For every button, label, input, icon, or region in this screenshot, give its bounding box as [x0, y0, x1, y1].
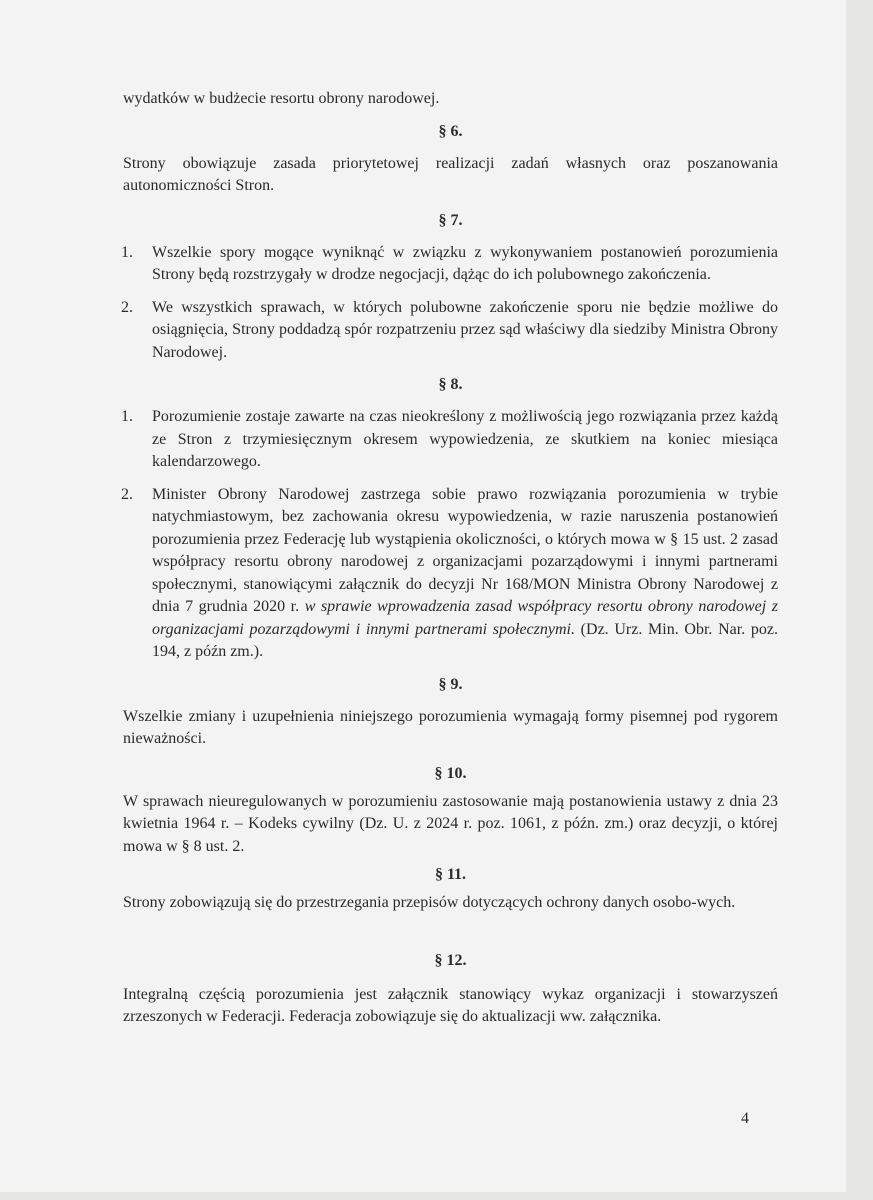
section-10-heading: § 10.: [434, 764, 467, 782]
section-8-heading: § 8.: [438, 376, 463, 393]
section-9-heading: § 9.: [438, 675, 463, 693]
list-item-number: 2.: [121, 298, 133, 316]
list-item: [123, 484, 778, 664]
page-number: 4: [741, 1110, 749, 1127]
section-9-text: Wszelkie zmiany i uzupełnienia niniejszego porozumienia wymagają formy pisemnej pod rygorem nieważności.: [123, 707, 778, 747]
section-10-text: W sprawach nieuregulowanych w porozumieniu zastosowanie mają postanowienia ustawy z dnia 23 kwietnia 1964 r. – Kodeks cywilny (Dz. U. z 2024 r. poz. 1061, z późn. zm.) oraz decyzji, o której mowa w § 8 ust. 2.: [123, 792, 778, 855]
list-item: [123, 297, 778, 365]
list-item: [123, 242, 778, 287]
section-12-heading: § 12.: [434, 951, 467, 969]
section-11-text: Strony zobowiązują się do przestrzegania przepisów dotyczących ochrony danych osobo-wych.: [123, 894, 736, 911]
list-item-number: 1.: [121, 243, 133, 261]
list-item-number: 1.: [121, 408, 133, 425]
list-item-text: We wszystkich sprawach, w których polubowne zakończenie sporu nie będzie możliwe do osiągnięcia, Strony poddadzą spór rozpatrzeniu przez sąd właściwy dla siedziby Ministra Obrony Narodowej.: [152, 298, 778, 361]
document-body: [123, 88, 778, 1029]
section-12-text: Integralną częścią porozumienia jest załącznik stanowiący wykaz organizacji i stowarzyszeń zrzeszonych w Federacji. Federacja zobowiązuje się do aktualizacji ww. załącznika.: [123, 985, 778, 1025]
section-6-heading: § 6.: [438, 122, 463, 140]
decision-title-italic: w sprawie wprowadzenia zasad współpracy resortu obrony narodowej z organizacjami pozarządowymi i innymi partnerami społecznymi.: [152, 598, 778, 638]
list-item-text: Minister Obrony Narodowej zastrzega sobie prawo rozwiązania porozumienia w trybie natychmiastowym, bez zachowania okresu wypowiedzenia, w razie naruszenia postanowień porozumienia przez Federację lub wystąpienia okoliczności, o których mowa w § 15 ust. 2 zasad współpracy resortu obrony narodowej z organizacjami pozarządowymi i innymi partnerami społecznymi, stanowiącymi załącznik do decyzji Nr 168/MON Ministra Obrony Narodowej z dnia 7 grudnia 2020 r.: [152, 485, 778, 615]
section-6-text: Strony obowiązuje zasada priorytetowej realizacji zadań własnych oraz poszanowania autonomiczności Stron.: [123, 154, 778, 194]
list-item-text-citation: (Dz. Urz. Min. Obr. Nar. poz. 194, z późn zm.).: [152, 620, 779, 660]
list-item: [123, 406, 778, 474]
section-11-heading: § 11.: [434, 866, 467, 883]
section-7-heading: § 7.: [438, 211, 463, 229]
section-7-list: [123, 242, 778, 365]
list-item-text: Wszelkie spory mogące wyniknąć w związku z wykonywaniem postanowień porozumienia Strony będą rozstrzygały w drodze negocjacji, dążąc do ich polubownego zakończenia.: [152, 243, 778, 283]
list-item-number: 2.: [121, 485, 133, 503]
list-item-text: Porozumienie zostaje zawarte na czas nieokreślony z możliwością jego rozwiązania przez każdą ze Stron z trzymiesięcznym okresem wypowiedzenia, ze skutkiem na koniec miesiąca kalendarzowego.: [152, 408, 778, 470]
intro-line: wydatków w budżecie resortu obrony narodowej.: [123, 90, 440, 107]
section-8-list: [123, 406, 778, 664]
